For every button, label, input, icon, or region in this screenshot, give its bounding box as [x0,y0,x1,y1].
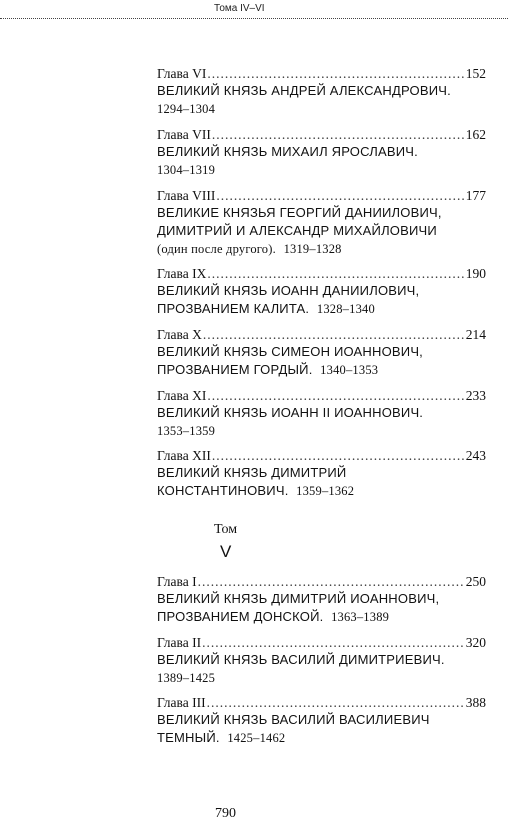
chapter-title-cont: ПРОЗВАНИЕМ ДОНСКОЙ. [157,609,324,624]
chapter-title: ВЕЛИКИЙ КНЯЗЬ ВАСИЛИЙ ВАСИЛИЕВИЧ [157,712,430,727]
chapter-label: Глава VIII [157,188,216,203]
leader-dots [212,448,465,464]
chapter-label: Глава VI [157,66,207,81]
chapter-title: ВЕЛИКИЙ КНЯЗЬ ИОАНН II ИОАННОВИЧ. [157,405,424,420]
chapter-title: ВЕЛИКИЙ КНЯЗЬ ДИМИТРИЙ [157,465,347,480]
chapter-years: 1353–1359 [157,424,216,438]
toc-entry [157,327,486,379]
page-number: 214 [465,327,486,342]
chapter-title-cont: ПРОЗВАНИЕМ ГОРДЫЙ. [157,362,313,377]
chapter-label: Глава I [157,574,197,589]
chapter-label: Глава XI [157,388,207,403]
toc-entry [157,574,486,626]
leader-dots [203,327,465,343]
page-number: 177 [465,188,486,203]
page-number: 320 [465,635,486,650]
chapter-title: ВЕЛИКИЙ КНЯЗЬ АНДРЕЙ АЛЕКСАНДРОВИЧ. [157,83,451,98]
chapter-title: ВЕЛИКИЙ КНЯЗЬ ИОАНН ДАНИИЛОВИЧ, [157,283,420,298]
volume-label: Том [214,522,238,537]
chapter-years: 1425–1462 [227,731,286,745]
running-head-text: Тома IV–VI [214,3,265,14]
chapter-title-cont: ТЕМНЫЙ. [157,730,220,745]
chapter-label: Глава XII [157,448,211,463]
chapter-title: ВЕЛИКИЙ КНЯЗЬ СИМЕОН ИОАННОВИЧ, [157,344,423,359]
page-number: 388 [465,695,486,710]
chapter-years: 1294–1304 [157,102,216,116]
page-number: 190 [465,266,486,281]
leader-dots [207,66,464,82]
chapter-label: Глава IX [157,266,207,281]
chapter-title: ВЕЛИКИЙ КНЯЗЬ МИХАИЛ ЯРОСЛАВИЧ. [157,144,418,159]
page-number: 250 [465,574,486,589]
toc-entry [157,695,486,747]
leader-dots [207,388,464,404]
chapter-years: 1359–1362 [296,484,355,498]
chapter-title: ВЕЛИКИЕ КНЯЗЬЯ ГЕОРГИЙ ДАНИИЛОВИЧ, [157,205,442,220]
chapter-title: ВЕЛИКИЙ КНЯЗЬ ДИМИТРИЙ ИОАННОВИЧ, [157,591,440,606]
chapter-label: Глава II [157,635,202,650]
page-number: 152 [465,66,486,81]
chapter-label: Глава III [157,695,206,710]
chapter-title-cont: КОНСТАНТИНОВИЧ. [157,483,289,498]
page-number: 243 [465,448,486,463]
leader-dots [207,695,465,711]
page-number: 233 [465,388,486,403]
toc-entry [157,635,486,687]
toc-entry [157,266,486,318]
leader-dots [207,266,464,282]
leader-dots [212,127,465,143]
chapter-title-cont: ПРОЗВАНИЕМ КАЛИТА. [157,301,310,316]
toc-entry [157,66,486,118]
running-head [0,0,508,19]
leader-dots [202,635,465,651]
chapter-title-cont: ДИМИТРИЙ И АЛЕКСАНДР МИХАЙЛОВИЧИ [157,223,437,238]
page-number: 162 [465,127,486,142]
chapter-years: 1304–1319 [157,163,216,177]
toc-entry [157,448,486,500]
leader-dots [216,188,464,204]
chapter-years: 1389–1425 [157,671,216,685]
leader-dots [198,574,465,590]
volume-number: V [220,542,232,561]
chapter-note: (один после другого). [157,242,276,256]
chapter-label: Глава VII [157,127,211,142]
chapter-years: 1340–1353 [320,363,379,377]
page-folio: 790 [215,806,236,821]
toc-entry [157,388,486,440]
chapter-years: 1363–1389 [331,610,390,624]
chapter-title: ВЕЛИКИЙ КНЯЗЬ ВАСИЛИЙ ДИМИТРИЕВИЧ. [157,652,445,667]
chapter-years: 1328–1340 [316,302,375,316]
toc-entry [157,127,486,179]
chapter-years: 1319–1328 [283,242,342,256]
chapter-label: Глава X [157,327,202,342]
toc-entry [157,188,486,258]
